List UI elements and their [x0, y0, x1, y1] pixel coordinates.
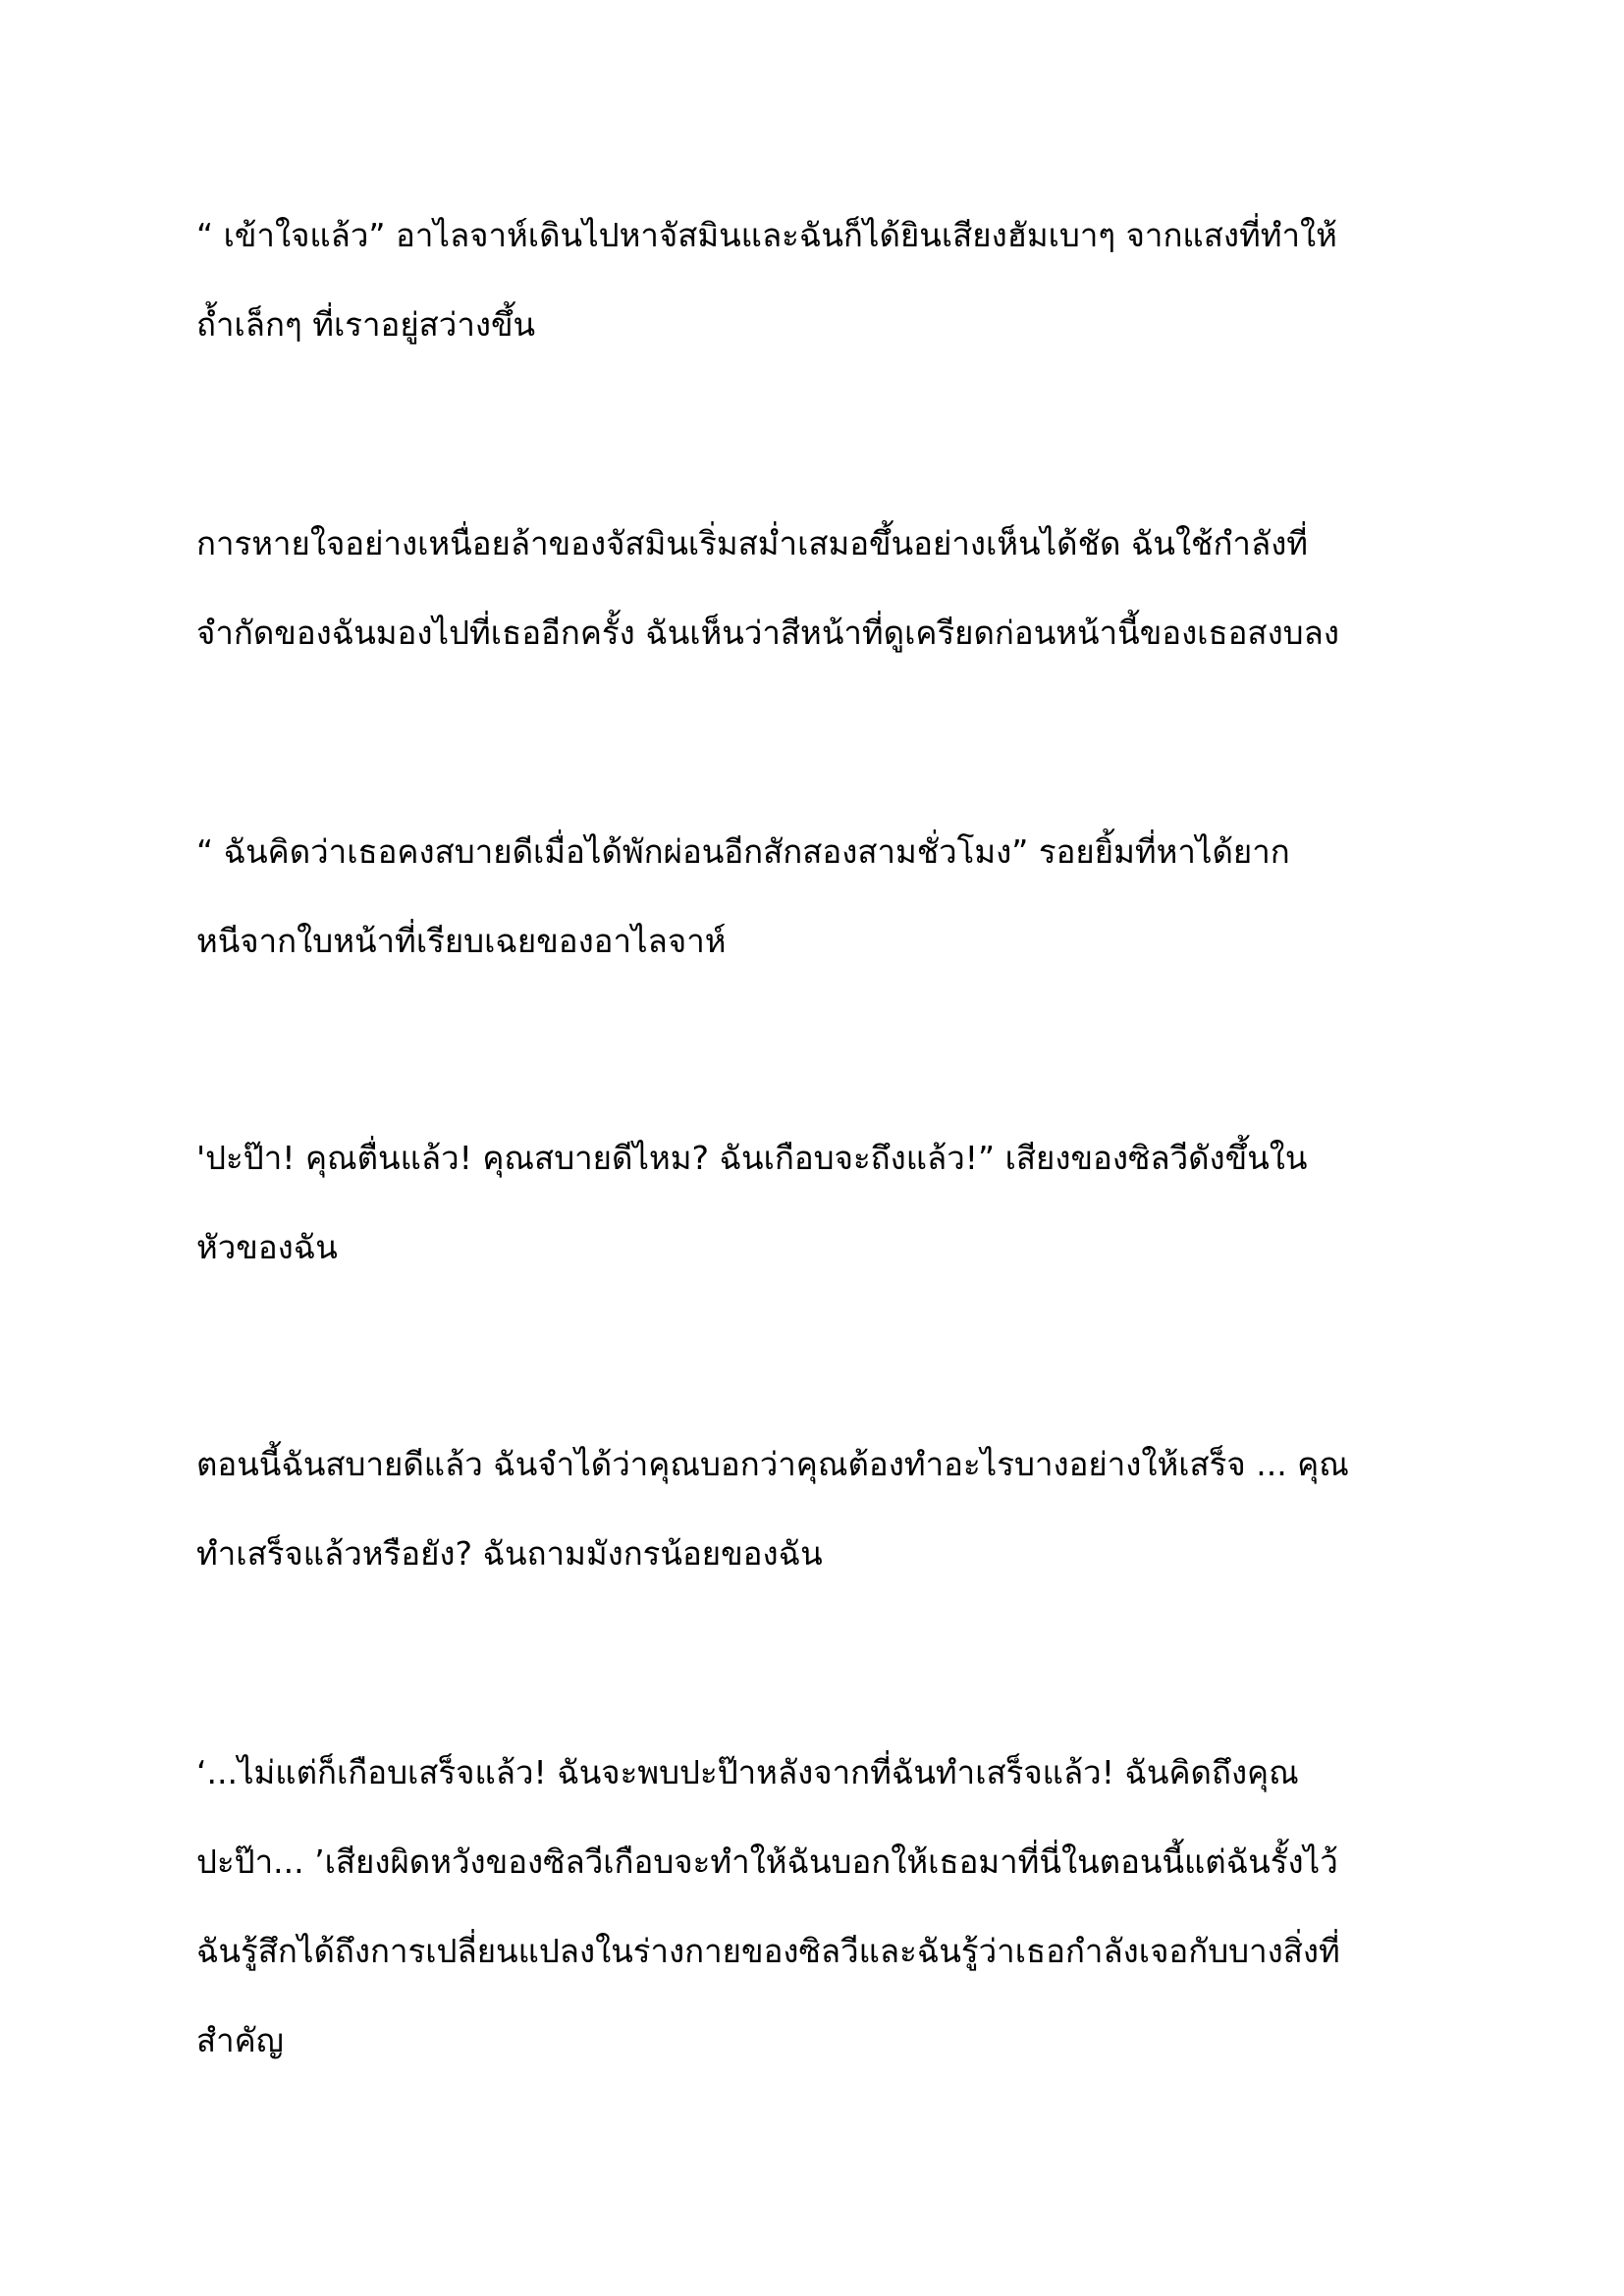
text-line: การหายใจอย่างเหนื่อยล้าของจัสมินเริ่มสม่ำเสมอขึ้นอย่างเห็นได้ชัด ฉันใช้กำลังที่ [196, 524, 1309, 562]
text-line: ถ้ำเล็กๆ ที่เราอยู่สว่างขึ้น [196, 305, 536, 344]
text-line: “ ฉันคิดว่าเธอคงสบายดีเมื่อได้พักผ่อนอีกสักสองสามชั่วโมง” รอยยิ้มที่หาได้ยาก [196, 832, 1290, 871]
text-line: จำกัดของฉันมองไปที่เธออีกครั้ง ฉันเห็นว่าสีหน้าที่ดูเครียดก่อนหน้านี้ของเธอสงบลง [196, 614, 1339, 652]
paragraph-1 [196, 190, 1443, 369]
text-line: ‘...ไม่แต่ก็เกือบเสร็จแล้ว! ฉันจะพบปะป๊าหลังจากที่ฉันทำเสร็จแล้ว! ฉันคิดถึงคุณ [196, 1753, 1299, 1791]
paragraph-3 [196, 807, 1443, 986]
text-line: หัวของฉัน [196, 1228, 338, 1266]
text-line: ปะป๊า... ’เสียงผิดหวังของซิลวีเกือบจะทำให้ฉันบอกให้เธอมาที่นี่ในตอนนี้แต่ฉันรั้งไว้ [196, 1842, 1338, 1881]
text-line: 'ปะป๊า! คุณตื่นแล้ว! คุณสบายดีไหม? ฉันเกือบจะถึงแล้ว!” เสียงของซิลวีดังขึ้นใน [196, 1139, 1308, 1177]
text-line: ทำเสร็จแล้วหรือยัง? ฉันถามมังกรน้อยของฉัน [196, 1534, 823, 1573]
text-line: “ เข้าใจแล้ว” อาไลจาห์เดินไปหาจัสมินและฉันก็ได้ยินเสียงฮัมเบาๆ จากแสงที่ทำให้ [196, 216, 1337, 254]
text-line: ตอนนี้ฉันสบายดีแล้ว ฉันจำได้ว่าคุณบอกว่าคุณต้องทำอะไรบางอย่างให้เสร็จ ... คุณ [196, 1445, 1349, 1483]
paragraph-5 [196, 1419, 1443, 1598]
paragraph-4 [196, 1113, 1443, 1292]
paragraph-2 [196, 499, 1443, 677]
text-line: ฉันรู้สึกได้ถึงการเปลี่ยนแปลงในร่างกายของซิลวีและฉันรู้ว่าเธอกำลังเจอกับบางสิ่งที่ [196, 1932, 1340, 1970]
text-line: สำคัญ [196, 2021, 284, 2059]
paragraph-6 [196, 1728, 1443, 2085]
text-line: หนีจากใบหน้าที่เรียบเฉยของอาไลจาห์ [196, 922, 727, 960]
